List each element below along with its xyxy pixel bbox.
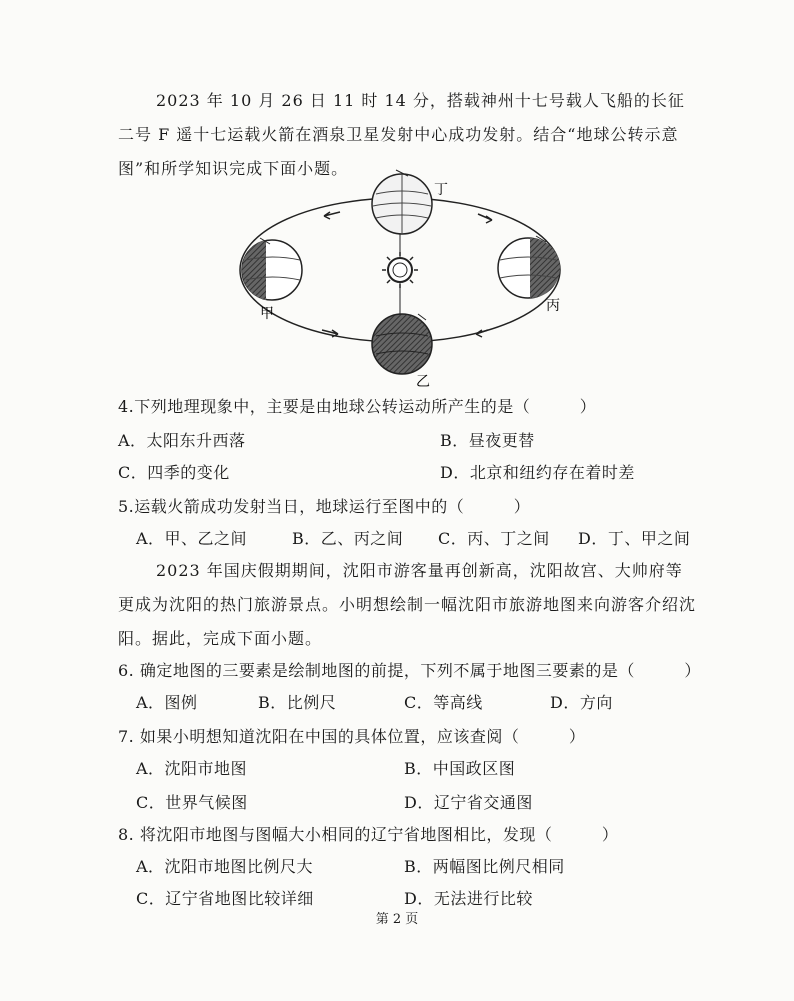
intro-passage-2: 2023 年国庆假期期间，沈阳市游客量再创新高，沈阳故宫、大帅府等更成为沈阳的热门旅游景点。小明想绘制一幅沈阳市旅游地图来向游客介绍沈阳。据此，完成下面小题。: [118, 561, 697, 648]
earth-revolution-diagram: [230, 168, 570, 390]
label-jia: 甲: [260, 306, 274, 322]
q8-option-c[interactable]: C．辽宁省地图比较详细: [136, 889, 314, 908]
q5-stem: 5.运载火箭成功发射当日，地球运行至图中的（ ）: [118, 497, 531, 516]
label-ding: 丁: [434, 182, 448, 198]
q7-option-d[interactable]: D．辽宁省交通图: [404, 793, 533, 812]
sun-icon: [382, 252, 418, 288]
earth-ding: [372, 170, 432, 234]
label-bing: 丙: [546, 298, 560, 314]
q5-option-b[interactable]: B．乙、丙之间: [292, 529, 404, 548]
earth-yi: [372, 314, 432, 374]
q7-stem: 7. 如果小明想知道沈阳在中国的具体位置，应该查阅（ ）: [118, 727, 586, 746]
q8-option-d[interactable]: D．无法进行比较: [404, 889, 533, 908]
q4-option-a[interactable]: A．太阳东升西落: [118, 431, 246, 450]
q6-option-a[interactable]: A．图例: [136, 693, 198, 712]
q6-stem: 6. 确定地图的三要素是绘制地图的前提，下列不属于地图三要素的是（ ）: [118, 661, 701, 680]
label-yi: 乙: [416, 374, 430, 390]
q8-stem: 8. 将沈阳市地图与图幅大小相同的辽宁省地图相比，发现（ ）: [118, 825, 619, 844]
intro-passage-1: 2023 年 10 月 26 日 11 时 14 分，搭载神州十七号载人飞船的长征二号 F 遥十七运载火箭在酒泉卫星发射中心成功发射。结合“地球公转示意图”和所学知识完成下面小题。: [118, 91, 685, 178]
q7-option-a[interactable]: A．沈阳市地图: [136, 759, 248, 778]
q5-option-c[interactable]: C．丙、丁之间: [438, 529, 550, 548]
q4-option-c[interactable]: C．四季的变化: [118, 463, 230, 482]
q4-option-b[interactable]: B．昼夜更替: [440, 431, 535, 450]
q7-option-c[interactable]: C．世界气候图: [136, 793, 248, 812]
q5-option-a[interactable]: A．甲、乙之间: [136, 529, 248, 548]
q4-option-d[interactable]: D．北京和纽约存在着时差: [440, 463, 635, 482]
q6-option-d[interactable]: D．方向: [550, 693, 613, 712]
q6-option-c[interactable]: C．等高线: [404, 693, 483, 712]
q8-option-a[interactable]: A．沈阳市地图比例尺大: [136, 857, 314, 876]
page-number: 第 2 页: [375, 912, 419, 927]
q6-option-b[interactable]: B．比例尺: [258, 693, 337, 712]
q5-option-d[interactable]: D．丁、甲之间: [578, 529, 691, 548]
q4-stem: 4.下列地理现象中，主要是由地球公转运动所产生的是（ ）: [118, 397, 597, 416]
earth-jia: [242, 238, 302, 300]
q8-option-b[interactable]: B．两幅图比例尺相同: [404, 857, 565, 876]
q7-option-b[interactable]: B．中国政区图: [404, 759, 516, 778]
